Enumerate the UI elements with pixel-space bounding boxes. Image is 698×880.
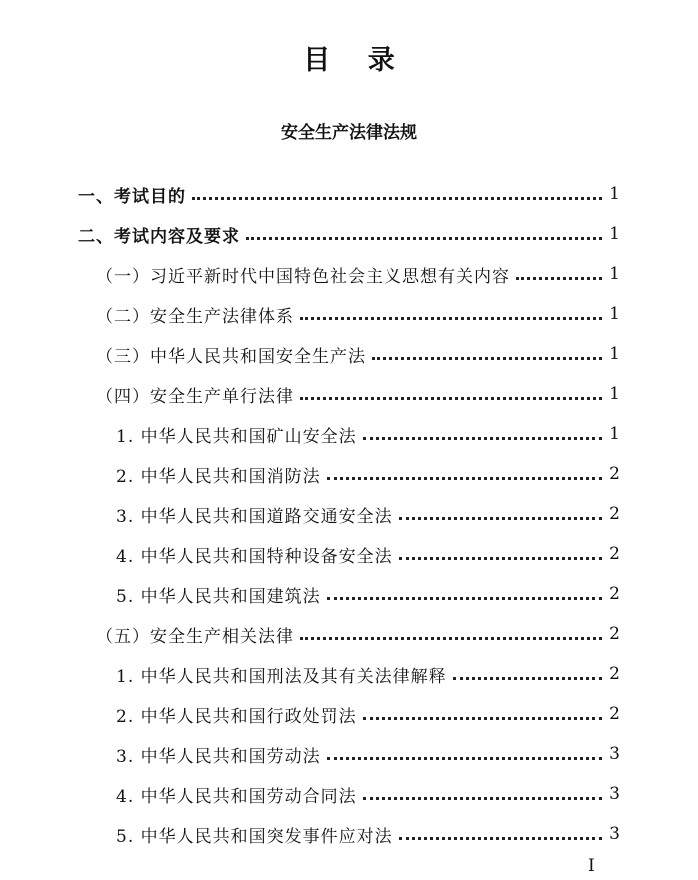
toc-entry-page: 3 (609, 744, 620, 764)
toc-entry-page: 1 (609, 344, 620, 364)
toc-entry[interactable] (96, 254, 620, 294)
dot-leader (453, 677, 602, 680)
toc-entry-label: 3. 中华人民共和国劳动法 (116, 746, 321, 767)
dot-leader (399, 557, 602, 560)
dot-leader (363, 797, 602, 800)
toc-entry[interactable] (116, 494, 620, 534)
toc-entry-label: 1. 中华人民共和国矿山安全法 (116, 426, 357, 447)
toc-entry-page: 2 (609, 624, 620, 644)
toc-entry-page: 2 (609, 504, 620, 524)
toc-entry[interactable] (116, 574, 620, 614)
toc-entry[interactable] (96, 294, 620, 334)
dot-leader (300, 397, 602, 400)
toc-entry-page: 1 (609, 224, 620, 244)
toc-entry-page: 2 (609, 664, 620, 684)
dot-leader (327, 597, 602, 600)
toc-entry-page: 1 (609, 304, 620, 324)
toc-entry-page: 3 (609, 824, 620, 844)
dot-leader (399, 837, 602, 840)
toc-entry[interactable] (96, 374, 620, 414)
toc-entry[interactable] (116, 814, 620, 854)
dot-leader (327, 757, 602, 760)
toc-entry-label: （一）习近平新时代中国特色社会主义思想有关内容 (96, 266, 510, 287)
toc-entry[interactable] (116, 734, 620, 774)
toc-entry-page: 1 (609, 384, 620, 404)
dot-leader (327, 477, 602, 480)
toc-entry[interactable] (96, 334, 620, 374)
toc-entry[interactable] (78, 214, 620, 254)
toc-entry-label: 4. 中华人民共和国劳动合同法 (116, 786, 357, 807)
toc-entry-label: （二）安全生产法律体系 (96, 306, 294, 327)
toc-entry-page: 1 (609, 184, 620, 204)
page-title: 目 录 (303, 45, 395, 76)
page-folio: I (588, 856, 595, 876)
toc-entry-label: 4. 中华人民共和国特种设备安全法 (116, 546, 393, 567)
dot-leader (300, 317, 602, 320)
dot-leader (399, 517, 602, 520)
dot-leader (192, 197, 602, 200)
toc-entry-label: 5. 中华人民共和国建筑法 (116, 586, 321, 607)
dot-leader (363, 717, 602, 720)
toc-entry-label: （五）安全生产相关法律 (96, 626, 294, 647)
toc-entry-page: 1 (609, 264, 620, 284)
toc-entry-label: 1. 中华人民共和国刑法及其有关法律解释 (116, 666, 447, 687)
toc-entry[interactable] (116, 774, 620, 814)
toc-entry-page: 3 (609, 784, 620, 804)
toc-entry-label: 二、考试内容及要求 (78, 226, 240, 247)
toc-entry-page: 2 (609, 544, 620, 564)
toc-entry[interactable] (116, 454, 620, 494)
toc-entry-label: （三）中华人民共和国安全生产法 (96, 346, 366, 367)
toc-entry-label: 3. 中华人民共和国道路交通安全法 (116, 506, 393, 527)
dot-leader (246, 237, 602, 240)
dot-leader (372, 357, 602, 360)
toc-entry-label: 一、考试目的 (78, 186, 186, 207)
toc-entry[interactable] (96, 614, 620, 654)
toc-entry-page: 2 (609, 704, 620, 724)
toc-entry[interactable] (78, 174, 620, 214)
toc-entry-label: 5. 中华人民共和国突发事件应对法 (116, 826, 393, 847)
toc-entry[interactable] (116, 654, 620, 694)
toc-entry-page: 1 (609, 424, 620, 444)
toc-entry[interactable] (116, 534, 620, 574)
dot-leader (516, 277, 602, 280)
toc-entry-label: 2. 中华人民共和国消防法 (116, 466, 321, 487)
dot-leader (300, 637, 602, 640)
toc-entry-page: 2 (609, 464, 620, 484)
section-title: 安全生产法律法规 (281, 123, 417, 143)
dot-leader (363, 437, 602, 440)
toc-entry[interactable] (116, 414, 620, 454)
toc-entry[interactable] (116, 694, 620, 734)
toc-entry-label: 2. 中华人民共和国行政处罚法 (116, 706, 357, 727)
toc-entry-page: 2 (609, 584, 620, 604)
toc-entry-label: （四）安全生产单行法律 (96, 386, 294, 407)
